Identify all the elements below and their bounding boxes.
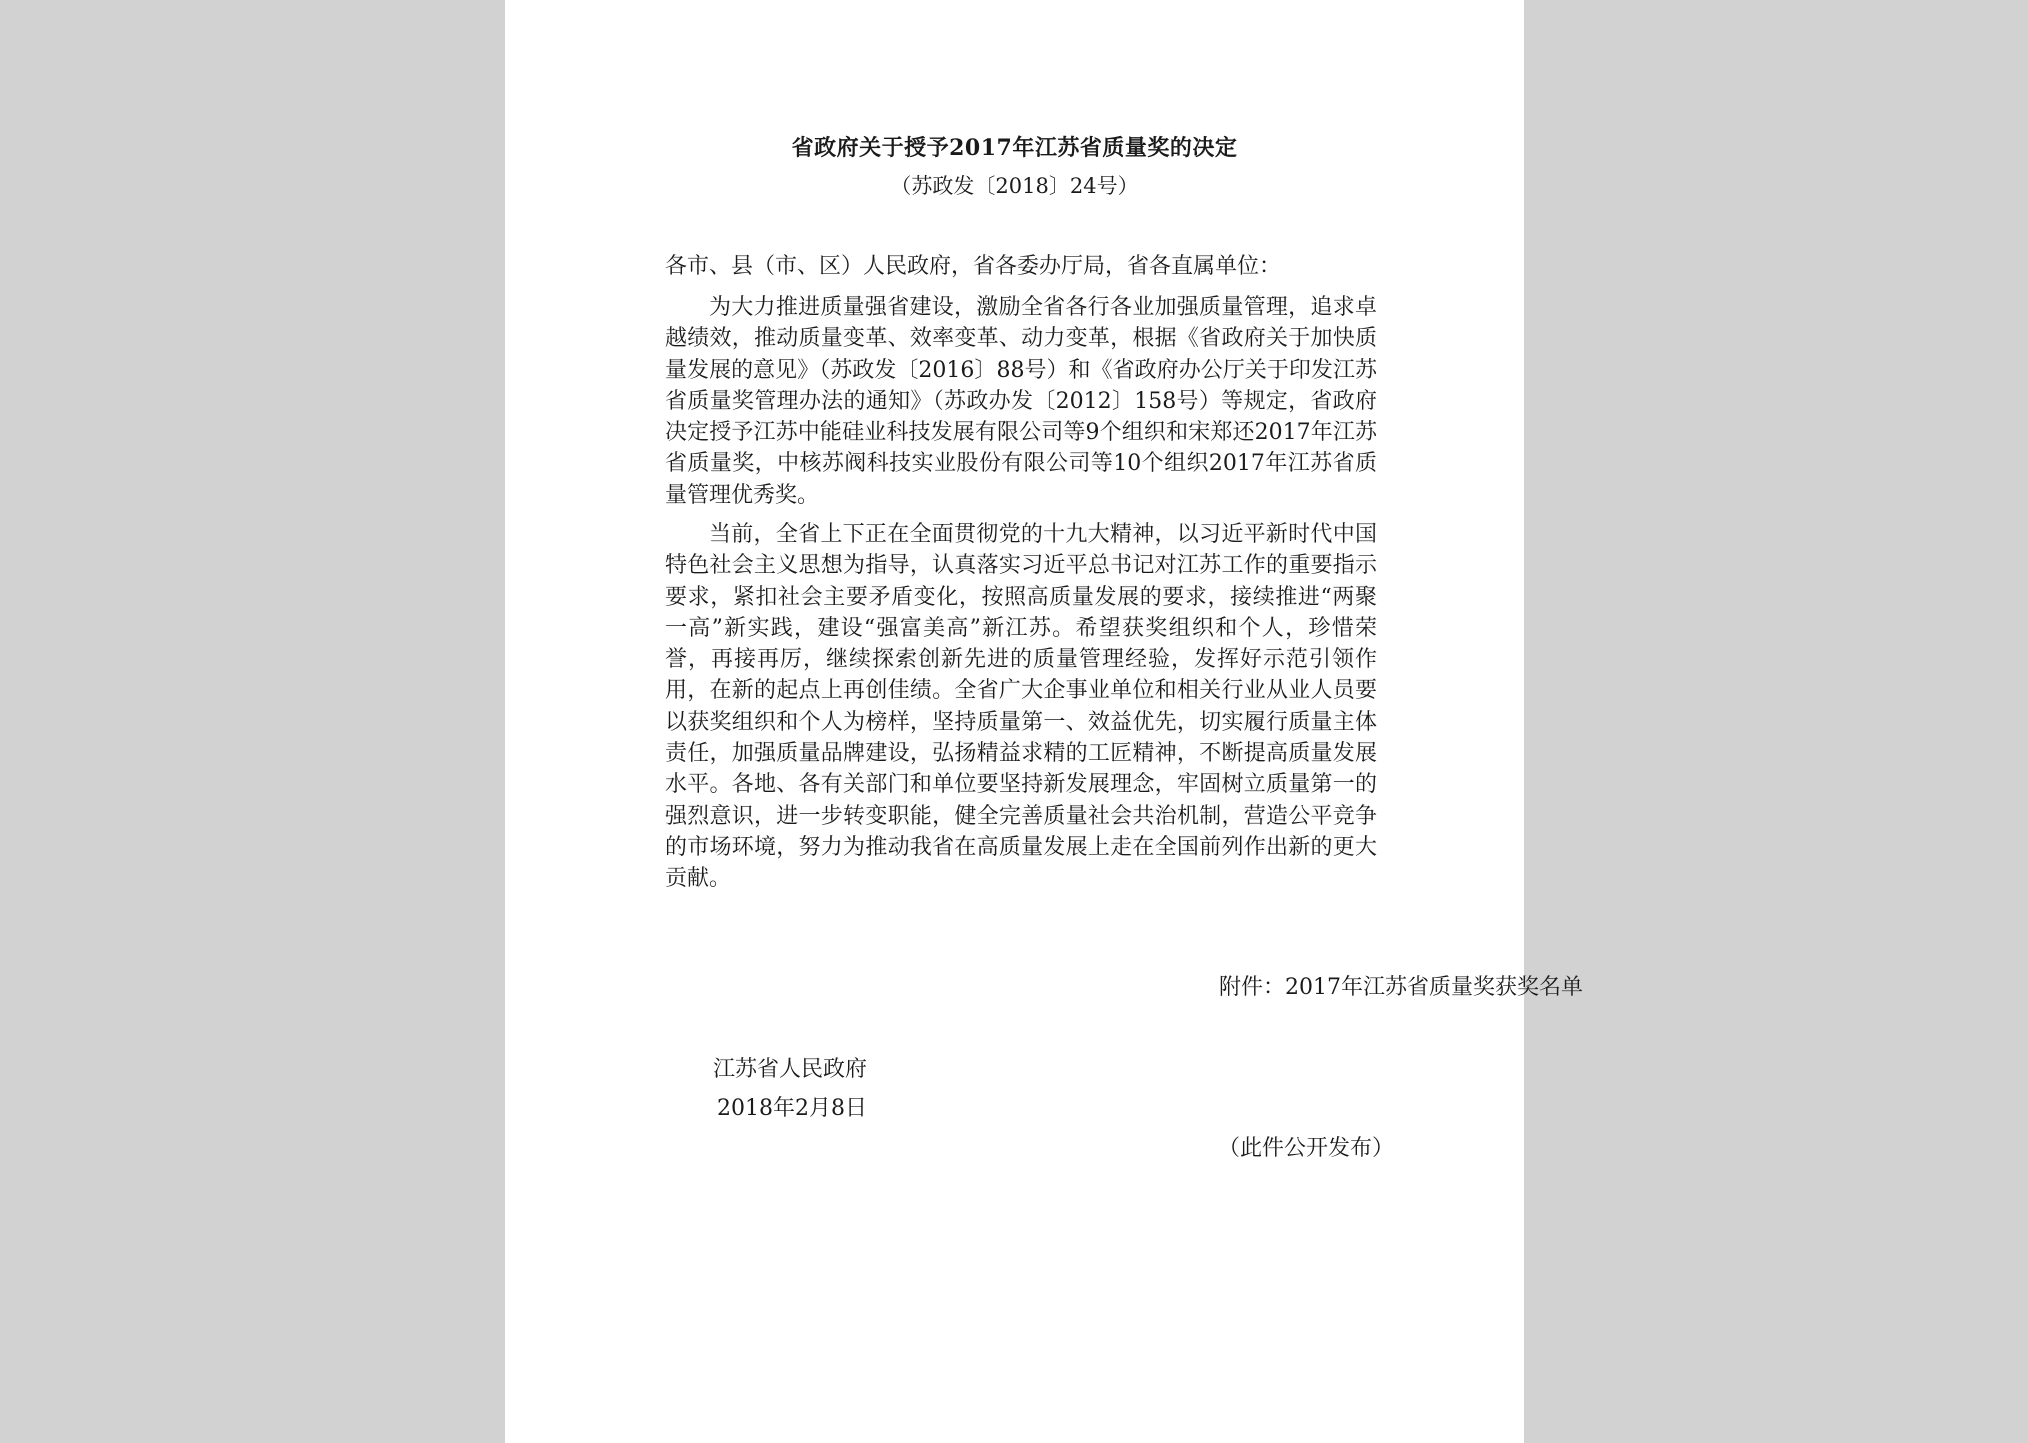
attachment-line: 附件：2017年江苏省质量奖获奖名单 bbox=[1219, 975, 1583, 1000]
publication-note: （此件公开发布） bbox=[1218, 1136, 1395, 1161]
document-number: （苏政发〔2018〕24号） bbox=[890, 174, 1139, 198]
body-paragraph: 当前，全省上下正在全面贯彻党的十九大精神，以习近平新时代中国特色社会主义思想为指导，认真落实习近平总书记对江苏工作的重要指示要求，紧扣社会主要矛盾变化，按照高质量发展的要求，接续推进“两聚一高”新实践，建设“强富美高”新江苏。希望获奖组织和个人，珍惜荣誉，再接再厉，继续探索创新先进的质量管理经验，发挥好示范引领作用，在新的起点上再创佳绩。全省广大企事业单位和相关行业从业人员要以获奖组织和个人为榜样，坚持质量第一、效益优先，切实履行质量主体责任，加强质量品牌建设，弘扬精益求精的工匠精神，不断提高质量发展水平。各地、各有关部门和单位要坚持新发展理念，牢固树立质量第一的强烈意识，进一步转变职能，健全完善质量社会共治机制，营造公平竞争的市场环境，努力为推动我省在高质量发展上走在全国前列作出新的更大贡献。 bbox=[665, 522, 1377, 892]
issue-date: 2018年2月8日 bbox=[717, 1096, 867, 1121]
issuer-signature: 江苏省人民政府 bbox=[712, 1057, 867, 1082]
body-paragraph: 为大力推进质量强省建设，激励全省各行各业加强质量管理，追求卓越绩效，推动质量变革、效率变革、动力变革，根据《省政府关于加快质量发展的意见》（苏政发〔2016〕88号）和《省政府办公厅关于印发江苏省质量奖管理办法的通知》（苏政办发〔2012〕158号）等规定，省政府决定授予江苏中能硅业科技发展有限公司等9个组织和宋郑还2017年江苏省质量奖，中核苏阀科技实业股份有限公司等10个组织2017年江苏省质量管理优秀奖。 bbox=[665, 295, 1377, 508]
document-page bbox=[505, 0, 1583, 1443]
addressee-line: 各市、县（市、区）人民政府，省各委办厅局，省各直属单位： bbox=[665, 254, 1282, 279]
document-title: 省政府关于授予2017年江苏省质量奖的决定 bbox=[791, 135, 1238, 161]
